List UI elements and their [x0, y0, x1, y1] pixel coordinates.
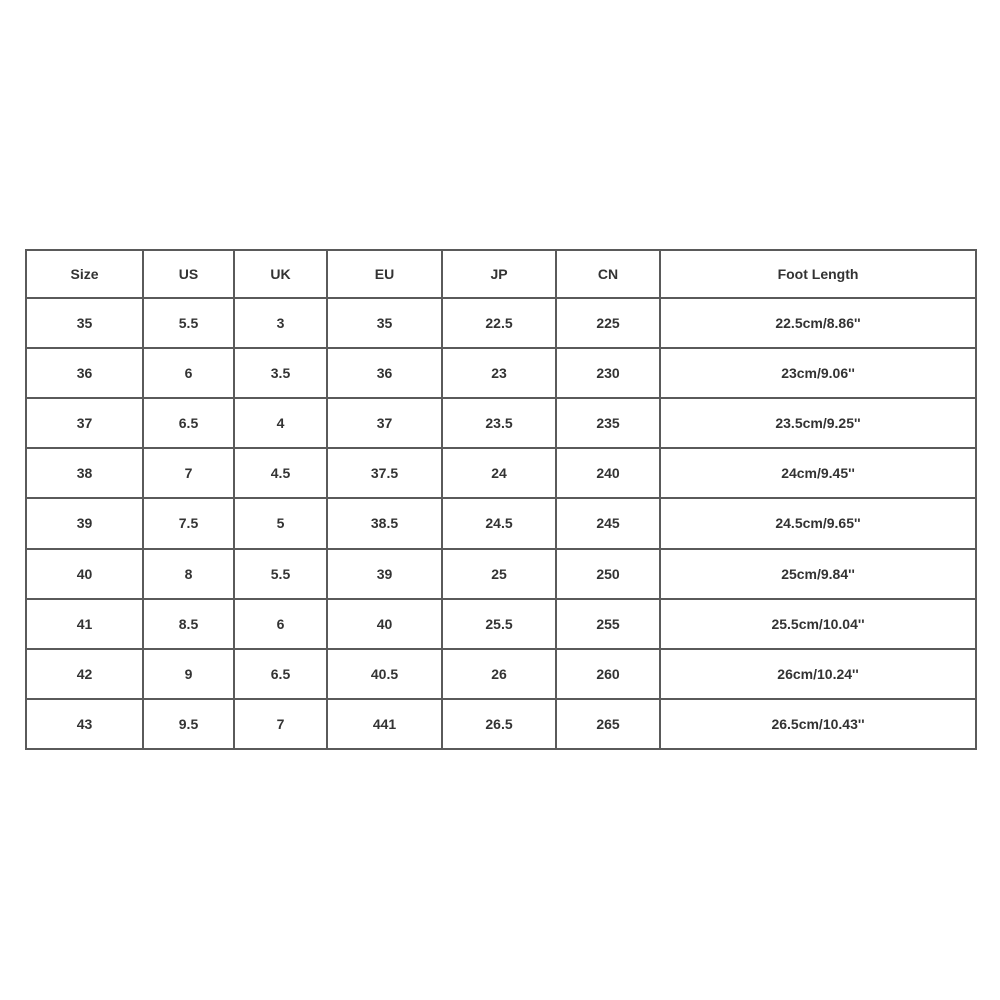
- cell-size: 35: [26, 298, 143, 348]
- cell-jp: 24: [442, 448, 556, 498]
- cell-jp: 25: [442, 549, 556, 599]
- cell-cn: 240: [556, 448, 660, 498]
- cell-foot-length: 23.5cm/9.25'': [660, 398, 976, 448]
- cell-cn: 265: [556, 699, 660, 749]
- table-row: [26, 498, 976, 548]
- header-eu: EU: [327, 250, 442, 298]
- cell-eu: 35: [327, 298, 442, 348]
- cell-us: 6: [143, 348, 234, 398]
- cell-jp: 22.5: [442, 298, 556, 348]
- cell-size: 43: [26, 699, 143, 749]
- cell-jp: 25.5: [442, 599, 556, 649]
- cell-uk: 3: [234, 298, 327, 348]
- table-row: [26, 649, 976, 699]
- cell-us: 6.5: [143, 398, 234, 448]
- cell-uk: 7: [234, 699, 327, 749]
- cell-uk: 4.5: [234, 448, 327, 498]
- cell-uk: 5: [234, 498, 327, 548]
- cell-size: 38: [26, 448, 143, 498]
- cell-eu: 38.5: [327, 498, 442, 548]
- cell-jp: 23: [442, 348, 556, 398]
- cell-foot-length: 24cm/9.45'': [660, 448, 976, 498]
- header-jp: JP: [442, 250, 556, 298]
- table-row: [26, 549, 976, 599]
- cell-size: 37: [26, 398, 143, 448]
- table-row: [26, 699, 976, 749]
- cell-jp: 23.5: [442, 398, 556, 448]
- cell-eu: 39: [327, 549, 442, 599]
- cell-us: 8.5: [143, 599, 234, 649]
- cell-foot-length: 25.5cm/10.04'': [660, 599, 976, 649]
- cell-eu: 37.5: [327, 448, 442, 498]
- cell-foot-length: 26.5cm/10.43'': [660, 699, 976, 749]
- cell-us: 7.5: [143, 498, 234, 548]
- cell-us: 9.5: [143, 699, 234, 749]
- cell-eu: 40: [327, 599, 442, 649]
- cell-cn: 260: [556, 649, 660, 699]
- cell-size: 39: [26, 498, 143, 548]
- header-size: Size: [26, 250, 143, 298]
- cell-us: 5.5: [143, 298, 234, 348]
- cell-size: 40: [26, 549, 143, 599]
- cell-foot-length: 24.5cm/9.65'': [660, 498, 976, 548]
- table-row: [26, 448, 976, 498]
- cell-cn: 245: [556, 498, 660, 548]
- cell-us: 7: [143, 448, 234, 498]
- table-row: [26, 348, 976, 398]
- cell-uk: 3.5: [234, 348, 327, 398]
- cell-cn: 230: [556, 348, 660, 398]
- cell-eu: 37: [327, 398, 442, 448]
- cell-cn: 250: [556, 549, 660, 599]
- table-row: [26, 398, 976, 448]
- cell-uk: 4: [234, 398, 327, 448]
- table-header-row: [26, 250, 976, 298]
- header-us: US: [143, 250, 234, 298]
- cell-jp: 26.5: [442, 699, 556, 749]
- cell-size: 36: [26, 348, 143, 398]
- header-foot-length: Foot Length: [660, 250, 976, 298]
- cell-foot-length: 25cm/9.84'': [660, 549, 976, 599]
- cell-eu: 40.5: [327, 649, 442, 699]
- cell-us: 8: [143, 549, 234, 599]
- cell-foot-length: 22.5cm/8.86'': [660, 298, 976, 348]
- cell-eu: 36: [327, 348, 442, 398]
- table-row: [26, 599, 976, 649]
- cell-size: 42: [26, 649, 143, 699]
- cell-cn: 235: [556, 398, 660, 448]
- cell-eu: 441: [327, 699, 442, 749]
- cell-jp: 26: [442, 649, 556, 699]
- cell-foot-length: 23cm/9.06'': [660, 348, 976, 398]
- header-uk: UK: [234, 250, 327, 298]
- cell-us: 9: [143, 649, 234, 699]
- cell-uk: 6.5: [234, 649, 327, 699]
- size-chart-table: [25, 249, 977, 750]
- cell-uk: 6: [234, 599, 327, 649]
- cell-cn: 255: [556, 599, 660, 649]
- cell-cn: 225: [556, 298, 660, 348]
- cell-foot-length: 26cm/10.24'': [660, 649, 976, 699]
- cell-size: 41: [26, 599, 143, 649]
- cell-uk: 5.5: [234, 549, 327, 599]
- cell-jp: 24.5: [442, 498, 556, 548]
- header-cn: CN: [556, 250, 660, 298]
- table-row: [26, 298, 976, 348]
